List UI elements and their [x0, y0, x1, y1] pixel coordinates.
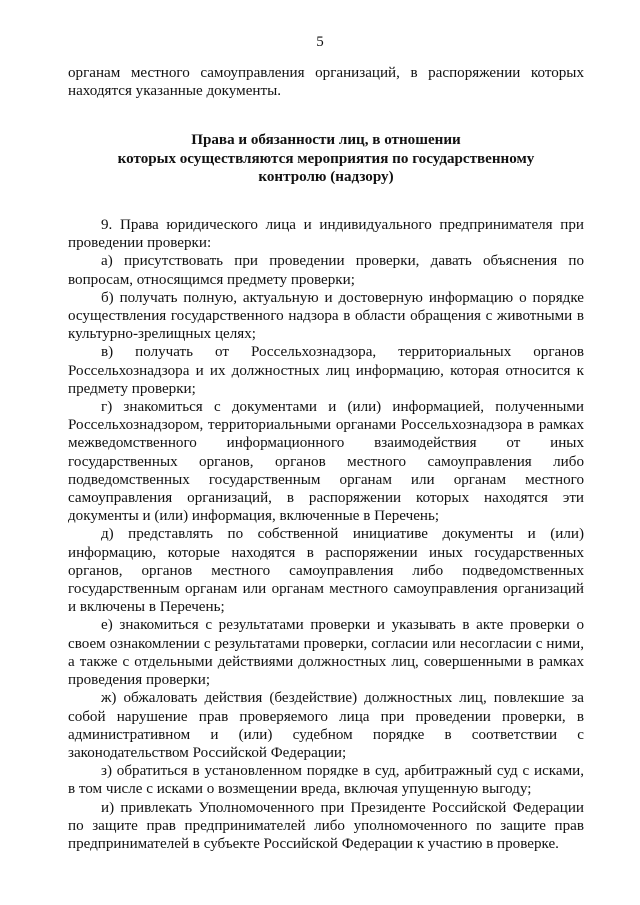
heading-line: Права и обязанности лиц, в отношении: [191, 132, 461, 149]
paragraph-d: д) представлять по собственной инициативе документы и (или) информацию, которые находятся в распоряжении иных государственных органов, органов местного самоуправления либо подведомственных государственным органам или органам местного самоуправления организаций и включены в Перечень;: [68, 526, 584, 616]
section-heading: [68, 131, 584, 186]
paragraph-i: и) привлекать Уполномоченного при Президенте Российской Федерации по защите прав предпринимателей либо уполномоченного по защите прав предпринимателей в субъекте Российской Федерации к участию в проверке.: [68, 799, 584, 852]
paragraph-e: е) знакомиться с результатами проверки и указывать в акте проверки о своем ознакомлении с результатами проверки, согласии или несогласии с ними, а также с отдельными действиями должностных лиц, совершенными в рамках проведения проверки;: [68, 617, 584, 689]
heading-line: контролю (надзору): [258, 168, 394, 185]
paragraph-a: а) присутствовать при проведении проверки, давать объяснения по вопросам, относящимся предмету проверки;: [68, 253, 584, 288]
document-body: [68, 64, 584, 853]
paragraph-zh: ж) обжаловать действия (бездействие) должностных лиц, повлекшие за собой нарушение прав проверяемого лица при проведении проверки, в административном и (или) судебном порядке в соответствии с законодательством Российской Федерации;: [68, 690, 584, 761]
paragraph-9: 9. Права юридического лица и индивидуального предпринимателя при проведении проверки:: [68, 217, 584, 252]
intro-paragraph: органам местного самоуправления организаций, в распоряжении которых находятся указанные документы.: [68, 65, 584, 100]
paragraph-v: в) получать от Россельхознадзора, территориальных органов Россельхознадзора и их должностных лиц информацию, которая относится к предмету проверки;: [68, 344, 584, 397]
heading-line: которых осуществляются мероприятия по государственному: [117, 150, 535, 167]
paragraph-b: б) получать полную, актуальную и достоверную информацию о порядке осуществления государственного надзора в области обращения с животными в культурно-зрелищных целях;: [68, 289, 584, 343]
page-number: 5: [316, 34, 324, 50]
paragraph-g: г) знакомиться с документами и (или) информацией, полученными Россельхознадзором, территориальными органами Россельхознадзора в рамках межведомственного информационного взаимодействия от иных государственных органов, органов местного самоуправления либо подведомственных государственным органам или органам местного самоуправления организаций, в распоряжении которых находятся эти документы и (или) информация, включенные в Перечень;: [68, 399, 584, 525]
paragraph-z: з) обратиться в установленном порядке в суд, арбитражный суд с исками, в том числе с исками о возмещении вреда, включая упущенную выгоду;: [68, 763, 584, 798]
